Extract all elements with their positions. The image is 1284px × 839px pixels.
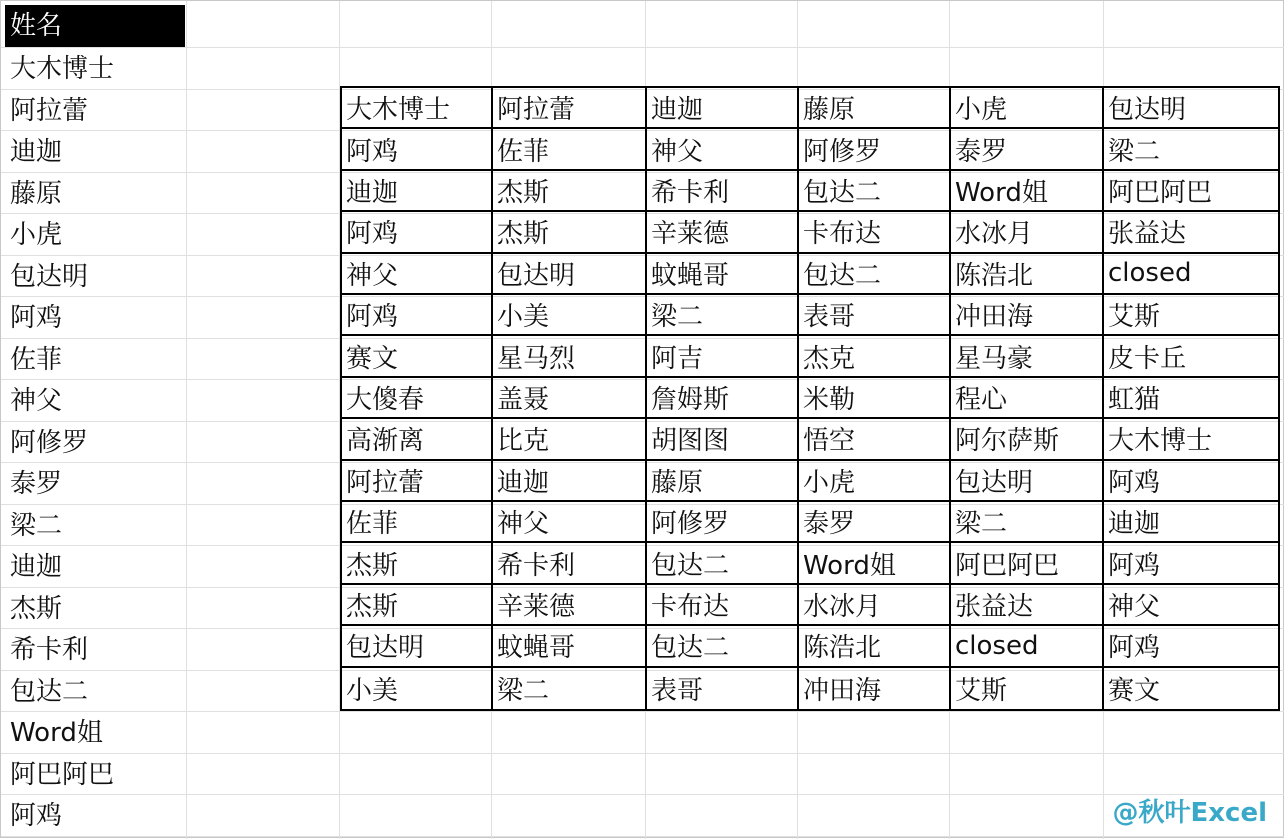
table-cell[interactable]: 卡布达	[647, 585, 799, 626]
table-cell[interactable]: 神父	[342, 254, 493, 295]
table-cell[interactable]: 包达二	[799, 171, 951, 212]
table-cell[interactable]: 阿鸡	[342, 212, 493, 253]
table-cell[interactable]: 表哥	[647, 668, 799, 709]
table-cell[interactable]: 大木博士	[1104, 419, 1278, 460]
table-cell[interactable]: 佐菲	[493, 129, 647, 170]
table-cell[interactable]: 陈浩北	[799, 626, 951, 667]
name-cell[interactable]: 希卡利	[10, 635, 89, 665]
table-cell[interactable]: 迪迦	[1104, 502, 1278, 543]
name-cell[interactable]: 阿拉蕾	[10, 95, 89, 126]
table-cell[interactable]: 蚊蝇哥	[647, 254, 799, 295]
table-cell[interactable]: 迪迦	[493, 461, 647, 502]
table-cell[interactable]: 米勒	[799, 378, 951, 419]
table-cell[interactable]: 佐菲	[342, 502, 493, 543]
table-cell[interactable]: 悟空	[799, 419, 951, 460]
table-cell[interactable]: 大木博士	[342, 88, 493, 129]
table-cell[interactable]: 杰斯	[493, 212, 647, 253]
table-cell[interactable]: 阿鸡	[1104, 461, 1278, 502]
table-cell[interactable]: 小美	[342, 668, 493, 709]
table-cell[interactable]: 梁二	[1104, 129, 1278, 170]
name-cell[interactable]: 泰罗	[10, 469, 63, 499]
table-cell[interactable]: 赛文	[342, 336, 493, 377]
table-cell[interactable]: 张益达	[951, 585, 1104, 626]
name-cell[interactable]: 阿修罗	[10, 427, 89, 458]
column-header-cell[interactable]: 姓名	[5, 5, 185, 47]
table-cell[interactable]: 阿吉	[647, 336, 799, 377]
gridline-horizontal	[1, 794, 1284, 795]
table-cell[interactable]: 包达二	[647, 626, 799, 667]
name-cell[interactable]: 阿巴阿巴	[10, 759, 115, 790]
table-cell[interactable]: 艾斯	[951, 668, 1104, 709]
table-cell[interactable]: 杰斯	[342, 543, 493, 584]
gridline-horizontal	[1, 753, 1284, 754]
name-cell[interactable]: 阿鸡	[10, 303, 63, 333]
table-cell[interactable]: 冲田海	[951, 295, 1104, 336]
table-cell[interactable]: 包达二	[799, 254, 951, 295]
name-table	[340, 86, 1280, 711]
table-cell[interactable]: 阿尔萨斯	[951, 419, 1104, 460]
table-cell[interactable]: 蚊蝇哥	[493, 626, 647, 667]
table-cell[interactable]: 表哥	[799, 295, 951, 336]
gridline-horizontal	[1, 836, 1284, 837]
name-cell[interactable]: 神父	[10, 386, 63, 416]
table-cell[interactable]: 包达明	[951, 461, 1104, 502]
name-cell[interactable]: 小虎	[10, 220, 63, 250]
table-cell[interactable]: closed	[951, 626, 1104, 667]
name-cell[interactable]: 包达明	[10, 261, 89, 292]
table-cell[interactable]: 包达明	[1104, 88, 1278, 129]
table-cell[interactable]: 程心	[951, 378, 1104, 419]
table-cell[interactable]: 水冰月	[799, 585, 951, 626]
table-cell[interactable]: 藤原	[647, 461, 799, 502]
gridline-horizontal	[1, 711, 1284, 712]
table-cell[interactable]: 陈浩北	[951, 254, 1104, 295]
table-cell[interactable]: Word姐	[951, 171, 1104, 212]
table-cell[interactable]: 包达明	[493, 254, 647, 295]
name-cell[interactable]: 佐菲	[10, 344, 63, 375]
table-cell[interactable]: 包达明	[342, 626, 493, 667]
table-cell[interactable]: 阿拉蕾	[342, 461, 493, 502]
table-cell[interactable]: 水冰月	[951, 212, 1104, 253]
table-cell[interactable]: 神父	[647, 129, 799, 170]
table-cell[interactable]: 阿拉蕾	[493, 88, 647, 129]
table-cell[interactable]: 包达二	[647, 543, 799, 584]
table-cell[interactable]: 阿鸡	[1104, 543, 1278, 584]
name-cell[interactable]: 阿鸡	[10, 801, 63, 831]
table-cell[interactable]: 梁二	[647, 295, 799, 336]
table-cell[interactable]: 阿修罗	[799, 129, 951, 170]
table-cell[interactable]: 阿鸡	[1104, 626, 1278, 667]
table-cell[interactable]: 星马豪	[951, 336, 1104, 377]
table-cell[interactable]: 梁二	[951, 502, 1104, 543]
table-cell[interactable]: 虹猫	[1104, 378, 1278, 419]
watermark: @秋叶Excel	[1112, 798, 1267, 828]
table-cell[interactable]: closed	[1104, 254, 1278, 295]
table-cell[interactable]: 杰斯	[493, 171, 647, 212]
table-cell[interactable]: 迪迦	[647, 88, 799, 129]
table-cell[interactable]: 阿修罗	[647, 502, 799, 543]
table-cell[interactable]: 阿巴阿巴	[951, 543, 1104, 584]
table-cell[interactable]: 辛莱德	[647, 212, 799, 253]
table-cell[interactable]: 赛文	[1108, 675, 1161, 706]
name-cell[interactable]: 梁二	[10, 510, 63, 541]
table-cell[interactable]: 大傻春	[342, 378, 493, 419]
table-cell[interactable]: 梁二	[493, 668, 647, 709]
table-cell[interactable]: 神父	[1104, 585, 1278, 626]
table-cell[interactable]: 神父	[493, 502, 647, 543]
table-cell[interactable]: 希卡利	[493, 543, 647, 584]
table-cell[interactable]: 詹姆斯	[647, 378, 799, 419]
table-cell[interactable]: 希卡利	[647, 171, 799, 212]
name-cell[interactable]: 大木博士	[10, 54, 115, 84]
name-cell[interactable]: Word姐	[10, 718, 103, 748]
name-cell[interactable]: 杰斯	[10, 593, 63, 624]
table-cell[interactable]: 迪迦	[342, 171, 493, 212]
table-cell[interactable]: 皮卡丘	[1104, 336, 1278, 377]
table-cell[interactable]: 小虎	[951, 88, 1104, 129]
table-cell[interactable]: 盖聂	[493, 378, 647, 419]
table-cell[interactable]: 张益达	[1104, 212, 1278, 253]
table-cell[interactable]: 卡布达	[799, 212, 951, 253]
table-cell[interactable]: 杰克	[799, 336, 951, 377]
table-cell[interactable]: 冲田海	[799, 668, 951, 709]
name-cell[interactable]: 迪迦	[10, 552, 63, 582]
table-cell[interactable]: 杰斯	[342, 585, 493, 626]
table-cell[interactable]: 藤原	[799, 88, 951, 129]
table-cell[interactable]: Word姐	[799, 543, 951, 584]
table-cell[interactable]: 艾斯	[1104, 295, 1278, 336]
name-cell[interactable]: 藤原	[10, 178, 63, 209]
table-cell[interactable]: 比克	[493, 419, 647, 460]
table-cell[interactable]: 星马烈	[493, 336, 647, 377]
table-cell[interactable]: 辛莱德	[493, 585, 647, 626]
table-cell[interactable]: 阿巴阿巴	[1104, 171, 1278, 212]
table-cell[interactable]: 高渐离	[342, 419, 493, 460]
table-cell[interactable]: 泰罗	[799, 502, 951, 543]
table-cell[interactable]: 阿鸡	[342, 295, 493, 336]
name-cell[interactable]: 包达二	[10, 676, 89, 707]
table-cell[interactable]: 小美	[493, 295, 647, 336]
table-cell[interactable]: 胡图图	[647, 419, 799, 460]
table-cell[interactable]: 小虎	[799, 461, 951, 502]
name-cell[interactable]: 迪迦	[10, 137, 63, 167]
gridline-horizontal	[1, 47, 1284, 48]
table-cell[interactable]: 阿鸡	[342, 129, 493, 170]
table-cell[interactable]: 泰罗	[951, 129, 1104, 170]
